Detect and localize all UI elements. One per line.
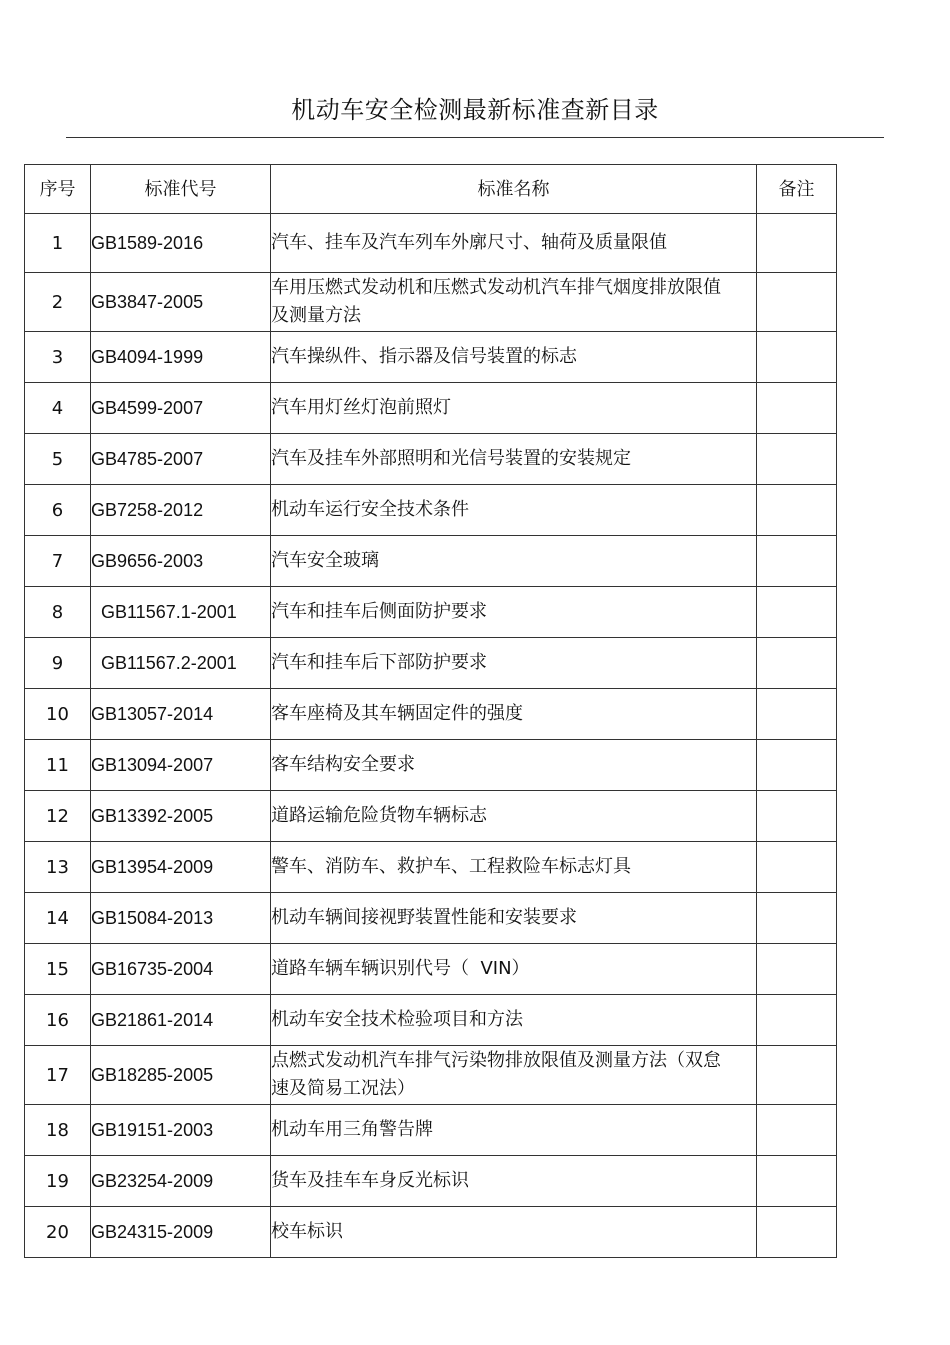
row-code: GB13392-2005 [91,791,271,842]
row-note [757,689,837,740]
page-title: 机动车安全检测最新标准查新目录 [291,96,659,124]
row-name: 汽车安全玻璃 [271,536,757,587]
table-row [25,485,837,536]
row-no: 8 [25,587,91,638]
row-name: 汽车及挂车外部照明和光信号装置的安装规定 [271,434,757,485]
row-note [757,485,837,536]
table-row [25,1046,837,1105]
table-row [25,791,837,842]
row-note [757,1156,837,1207]
row-code: GB13057-2014 [91,689,271,740]
table-row [25,383,837,434]
row-name: 道路车辆车辆识别代号（ VIN） [271,944,757,995]
row-code: GB4094-1999 [91,332,271,383]
row-code: GB11567.2-2001 [91,638,271,689]
header-code: 标准代号 [91,165,271,214]
row-no: 11 [25,740,91,791]
row-note [757,1046,837,1105]
row-code: GB13954-2009 [91,842,271,893]
header-note: 备注 [757,165,837,214]
table-row [25,587,837,638]
row-name: 校车标识 [271,1207,757,1258]
row-name: 客车座椅及其车辆固定件的强度 [271,689,757,740]
row-code: GB16735-2004 [91,944,271,995]
row-name: 客车结构安全要求 [271,740,757,791]
row-note [757,383,837,434]
row-note [757,434,837,485]
row-code: GB4785-2007 [91,434,271,485]
row-no: 6 [25,485,91,536]
table-row [25,1105,837,1156]
row-code: GB11567.1-2001 [91,587,271,638]
row-name: 汽车和挂车后下部防护要求 [271,638,757,689]
table-row [25,536,837,587]
row-name: 警车、消防车、救护车、工程救险车标志灯具 [271,842,757,893]
row-code: GB3847-2005 [91,273,271,332]
row-no: 7 [25,536,91,587]
table-row [25,842,837,893]
row-no: 18 [25,1105,91,1156]
row-name: 机动车安全技术检验项目和方法 [271,995,757,1046]
row-note [757,995,837,1046]
row-note [757,214,837,273]
row-name: 汽车、挂车及汽车列车外廓尺寸、轴荷及质量限值 [271,214,757,273]
row-name: 汽车操纵件、指示器及信号装置的标志 [271,332,757,383]
row-code: GB21861-2014 [91,995,271,1046]
row-code: GB4599-2007 [91,383,271,434]
row-no: 16 [25,995,91,1046]
row-code: GB1589-2016 [91,214,271,273]
standards-table [24,164,837,1258]
row-note [757,842,837,893]
row-note [757,587,837,638]
row-no: 13 [25,842,91,893]
row-name: 汽车和挂车后侧面防护要求 [271,587,757,638]
row-no: 9 [25,638,91,689]
row-no: 12 [25,791,91,842]
row-note [757,332,837,383]
row-name: 车用压燃式发动机和压燃式发动机汽车排气烟度排放限值及测量方法 [271,273,757,332]
row-name: 汽车用灯丝灯泡前照灯 [271,383,757,434]
row-code: GB7258-2012 [91,485,271,536]
row-no: 5 [25,434,91,485]
table-row [25,332,837,383]
row-code: GB23254-2009 [91,1156,271,1207]
row-no: 4 [25,383,91,434]
row-no: 10 [25,689,91,740]
header-name: 标准名称 [271,165,757,214]
row-code: GB24315-2009 [91,1207,271,1258]
row-no: 2 [25,273,91,332]
row-name: 机动车运行安全技术条件 [271,485,757,536]
table-header-row [25,165,837,214]
row-no: 15 [25,944,91,995]
row-note [757,536,837,587]
table-row [25,638,837,689]
table-row [25,1156,837,1207]
row-name: 机动车用三角警告牌 [271,1105,757,1156]
row-no: 14 [25,893,91,944]
table-row [25,740,837,791]
table-row [25,995,837,1046]
row-note [757,740,837,791]
row-no: 1 [25,214,91,273]
row-no: 17 [25,1046,91,1105]
row-note [757,638,837,689]
row-note [757,1207,837,1258]
row-name: 机动车辆间接视野装置性能和安装要求 [271,893,757,944]
row-name: 点燃式发动机汽车排气污染物排放限值及测量方法（双怠速及简易工况法） [271,1046,757,1105]
row-note [757,893,837,944]
row-note [757,1105,837,1156]
row-no: 19 [25,1156,91,1207]
row-code: GB13094-2007 [91,740,271,791]
table-row [25,273,837,332]
row-note [757,944,837,995]
table-row [25,893,837,944]
header-no: 序号 [25,165,91,214]
row-note [757,273,837,332]
table-row [25,689,837,740]
row-code: GB9656-2003 [91,536,271,587]
row-note [757,791,837,842]
title-divider [66,137,884,138]
table-row [25,434,837,485]
table-row [25,214,837,273]
row-code: GB19151-2003 [91,1105,271,1156]
row-no: 3 [25,332,91,383]
row-code: GB15084-2013 [91,893,271,944]
row-name: 道路运输危险货物车辆标志 [271,791,757,842]
row-name: 货车及挂车车身反光标识 [271,1156,757,1207]
table-row [25,944,837,995]
table-row [25,1207,837,1258]
row-code: GB18285-2005 [91,1046,271,1105]
row-no: 20 [25,1207,91,1258]
